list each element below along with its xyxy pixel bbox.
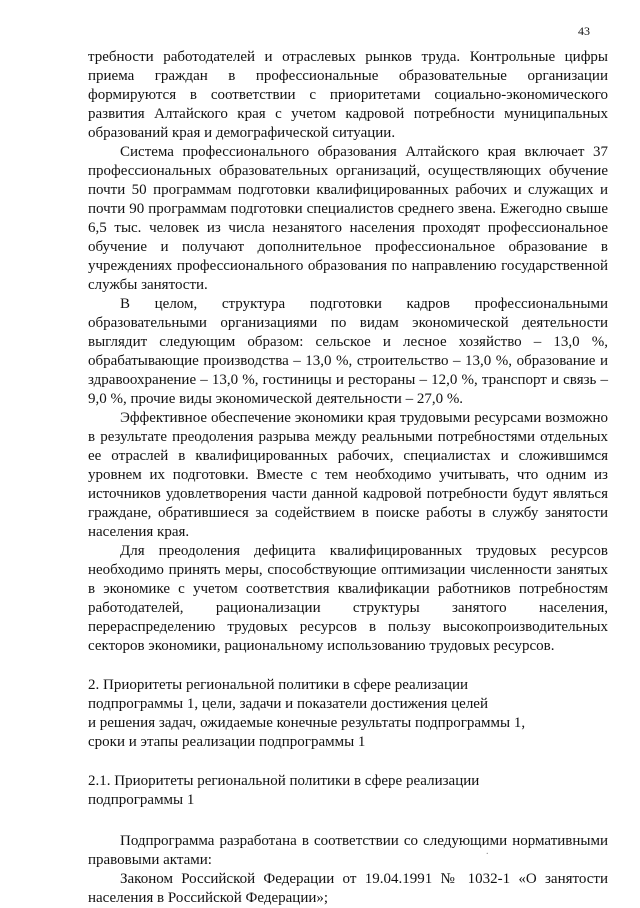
- paragraph-1: требности работодателей и отраслевых рынков труда. Контрольные цифры приема граждан в профессиональные образовательные организации формируются в соответствии с приоритетами социально-экономического развития Алтайского края с учетом кадровой потребности муниципальных образований края и демографической ситуации.: [88, 49, 608, 141]
- paragraph-4: Эффективное обеспечение экономики края трудовыми ресурсами возможно в результате преодоления разрыва между реальными потребностями отдельных ее отраслей в квалифицированных рабочих, специалистах и сложившимся уровнем их подготовки. Вместе с тем необходимо учитывать, что одним из источников удовлетворения части данной кадровой потребности будут являться граждане, обратившиеся за содействием в поиске работы в службу занятости населения края.: [88, 410, 608, 540]
- section-heading: [88, 676, 608, 752]
- closing-paragraph-2: Законом Российской Федерации от 19.04.1991 № 1032-1 «О занятости населения в Российской Федерации»;: [88, 871, 608, 906]
- section-heading-line: и решения задач, ожидаемые конечные результаты подпрограммы 1,: [88, 715, 526, 731]
- page-number: 43: [578, 24, 590, 38]
- section-heading-line: 2. Приоритеты региональной политики в сфере реализации: [88, 677, 469, 693]
- subsection-heading-line: подпрограммы 1: [88, 792, 195, 808]
- paragraph-3: В целом, структура подготовки кадров профессиональными образовательными организациями по видам экономической деятельности выглядит следующим образом: сельское и лесное хозяйство – 13,0 %, обрабатывающие производства – 13,0 %, строительство – 13,0 %, образование и здравоохранение – 13,0 %, гостиницы и рестораны – 12,0 %, транспорт и связь – 9,0 %, прочие виды экономической деятельности – 27,0 %.: [88, 296, 608, 407]
- subsection-heading: [88, 772, 608, 810]
- paragraph-5: Для преодоления дефицита квалифицированных трудовых ресурсов необходимо принять меры, способствующие оптимизации численности занятых в экономике с учетом соответствия квалификации работников потребностям работодателей, рационализации структуры занятого населения, перераспределению трудовых ресурсов в пользу высокопроизводительных секторов экономики, рациональному использованию трудовых ресурсов.: [88, 543, 608, 654]
- subsection-heading-line: 2.1. Приоритеты региональной политики в сфере реализации: [88, 773, 480, 789]
- section-heading-line: сроки и этапы реализации подпрограммы 1: [88, 734, 366, 750]
- section-heading-line: подпрограммы 1, цели, задачи и показатели достижения целей: [88, 696, 488, 712]
- paragraph-2: Система профессионального образования Алтайского края включает 37 профессиональных образовательных организаций, осуществляющих обучение почти 50 программам подготовки квалифицированных рабочих и служащих и почти 90 программам подготовки специалистов среднего звена. Ежегодно свыше 6,5 тыс. человек из числа незанятого населения проходят профессиональное обучение и получают дополнительное профессиональное образование в учреждениях профессионального образования по направлению государственной службы занятости.: [88, 144, 608, 293]
- stray-mark: .: [486, 846, 489, 857]
- document-body: [88, 48, 608, 908]
- closing-paragraph-1: Подпрограмма разработана в соответствии со следующими нормативными правовыми актами:: [88, 833, 608, 868]
